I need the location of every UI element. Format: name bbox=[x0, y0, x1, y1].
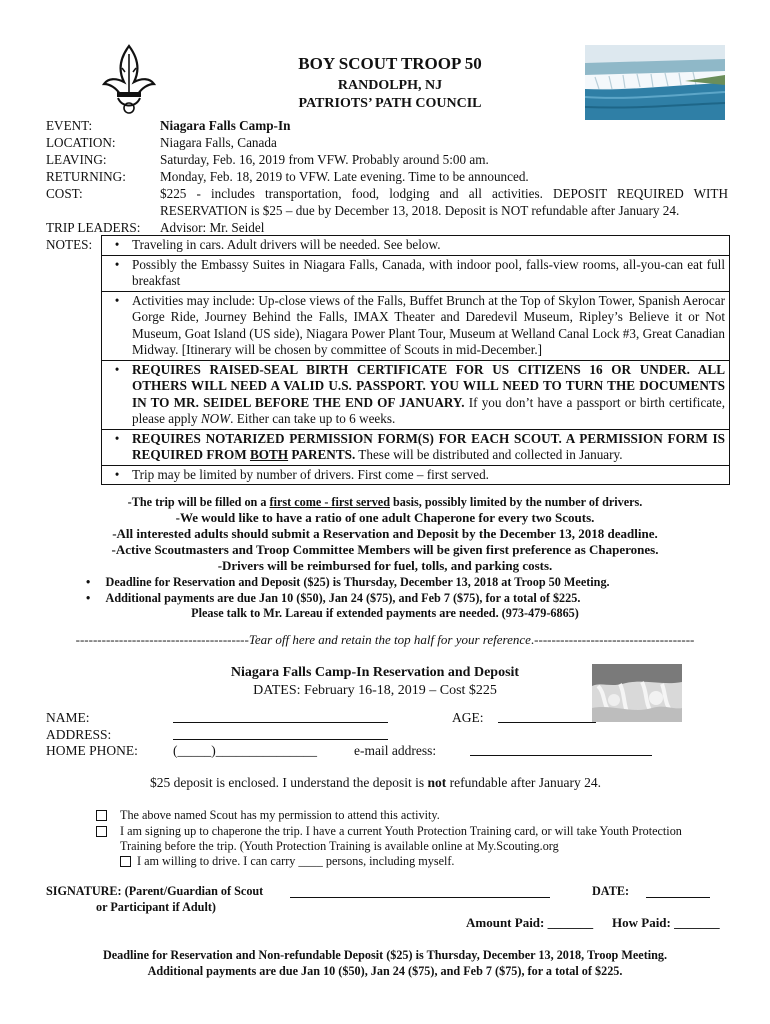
how-paid-label[interactable]: How Paid: _______ bbox=[612, 915, 720, 930]
leaders-label: TRIP LEADERS: bbox=[46, 220, 141, 235]
address-input-line[interactable] bbox=[173, 739, 388, 740]
driver-checkbox[interactable] bbox=[120, 856, 131, 867]
chaperone-text: I am signing up to chaperone the trip. I have a current Youth Protection Training card, or will take Youth Protection Training before the trip. (Youth Protection Training is available online at My.Scouting.org bbox=[120, 824, 682, 853]
returning-row bbox=[46, 168, 728, 185]
home-phone-label: HOME PHONE: bbox=[46, 743, 138, 758]
location-value: Niagara Falls, Canada bbox=[160, 135, 277, 150]
age-input-line[interactable] bbox=[498, 722, 596, 723]
note-text bbox=[132, 362, 725, 428]
note-emphasis: REQUIRES RAISED-SEAL BIRTH CERTIFICATE FOR US CITIZENS 16 OR UNDER. ALL OTHERS WILL NEED A VALID U.S. PASSPORT. YOU WILL NEED TO TURN THE DOCUMENTS IN TO MR. SEIDEL BEFORE THE END OF JANUARY. bbox=[132, 361, 725, 410]
deadline-line bbox=[86, 574, 610, 590]
bullet-icon: • bbox=[114, 466, 120, 482]
payments-text: Additional payments are due Jan 10 ($50), Jan 24 ($75), and Feb 7 ($75), for a total of $225. bbox=[105, 591, 581, 605]
payments-line bbox=[86, 590, 580, 606]
note-text bbox=[132, 431, 725, 464]
driver-check-row bbox=[120, 854, 620, 869]
policy-line: -We would like to have a ratio of one adult Chaperone for every two Scouts. bbox=[175, 510, 595, 525]
policy-text: basis, possibly limited by the number of drivers. bbox=[389, 495, 643, 509]
chaperone-check-row bbox=[96, 824, 716, 854]
date-label: DATE: bbox=[592, 884, 630, 898]
bullet-icon: • bbox=[86, 591, 106, 605]
address-label: ADDRESS: bbox=[46, 727, 112, 742]
frozen-falls-image bbox=[592, 664, 682, 722]
troop-town: RANDOLPH, NJ bbox=[337, 78, 443, 93]
signature-input-line[interactable] bbox=[290, 897, 550, 898]
cost-value: $225 - includes transportation, food, lodging and all activities. DEPOSIT REQUIRED WITH RESERVATION is $25 – due by December 13, 2018. Deposit is NOT refundable after January 24. bbox=[160, 186, 728, 218]
policy-line: -All interested adults should submit a Reservation and Deposit by the December 13, 2018 deadline. bbox=[112, 526, 658, 541]
policy-line bbox=[60, 494, 710, 510]
home-phone-input[interactable]: (_____)_______________ bbox=[173, 743, 317, 758]
deposit-text: refundable after January 24. bbox=[446, 775, 602, 790]
note-emphasis: REQUIRES NOTARIZED PERMISSION FORM(S) FOR EACH SCOUT. A PERMISSION FORM IS REQUIRED FROM bbox=[132, 430, 725, 462]
troop-title: BOY SCOUT TROOP 50 bbox=[298, 54, 482, 73]
amount-paid-label[interactable]: Amount Paid: _______ bbox=[466, 915, 594, 930]
notes-box bbox=[101, 235, 730, 485]
footer-payments: Additional payments are due Jan 10 ($50), Jan 24 ($75), and Feb 7 ($75), for a total of $225. bbox=[147, 964, 623, 978]
troop-council: PATRIOTS’ PATH COUNCIL bbox=[298, 96, 482, 111]
bullet-icon: • bbox=[114, 361, 120, 377]
permission-text: The above named Scout has my permission to attend this activity. bbox=[120, 808, 440, 822]
leaving-row bbox=[46, 151, 728, 168]
note-plain: These will be distributed and collected in January. bbox=[355, 447, 623, 462]
note-text: Activities may include: Up-close views of the Falls, Buffet Brunch at the Top of Skylon Tower, Spanish Aerocar Gorge Ride, Journey Behind the Falls, IMAX Theater and Daredevil Museum, Ripley’s Believe it or Not Museum, Goat Island (US side), Niagara Power Plant Tour, Museum at Welland Canal Lock #3, Great Canadian Midway. [Itinerary will be chosen by committee of Scouts in mid-December.] bbox=[132, 292, 725, 357]
email-input-line[interactable] bbox=[470, 755, 652, 756]
cost-label: COST: bbox=[46, 186, 83, 201]
bullet-icon: • bbox=[114, 430, 120, 446]
bullet-icon: • bbox=[114, 237, 120, 252]
leaving-label: LEAVING: bbox=[46, 152, 107, 167]
form-title: Niagara Falls Camp-In Reservation and Deposit bbox=[230, 665, 520, 680]
note-item bbox=[102, 236, 729, 255]
signature-label-2: or Participant if Adult) bbox=[96, 900, 216, 914]
note-item bbox=[102, 255, 729, 291]
note-item bbox=[102, 291, 729, 360]
chaperone-checkbox[interactable] bbox=[96, 826, 107, 837]
leaders-value: Advisor: Mr. Seidel bbox=[160, 220, 265, 235]
form-dates: DATES: February 16-18, 2019 – Cost $225 bbox=[253, 683, 497, 698]
signature-label: SIGNATURE: (Parent/Guardian of Scout bbox=[46, 884, 264, 898]
note-text: Traveling in cars. Adult drivers will be needed. See below. bbox=[132, 237, 441, 252]
fleur-de-lis-logo bbox=[100, 44, 158, 116]
cost-row bbox=[46, 185, 728, 219]
permission-check-row bbox=[96, 808, 716, 823]
leaving-value: Saturday, Feb. 16, 2019 from VFW. Probably around 5:00 am. bbox=[160, 152, 489, 167]
returning-label: RETURNING: bbox=[46, 169, 126, 184]
name-label: NAME: bbox=[46, 710, 90, 725]
deadline-text: Deadline for Reservation and Deposit ($25) is Thursday, December 13, 2018 at Troop 50 Meeting. bbox=[105, 575, 610, 589]
deposit-not: not bbox=[427, 775, 447, 790]
note-text: Trip may be limited by number of drivers. First come – first served. bbox=[132, 466, 489, 482]
note-both: BOTH bbox=[249, 447, 289, 462]
policy-underlined: first come - first served bbox=[269, 495, 390, 509]
tear-off-line bbox=[40, 632, 730, 648]
note-item bbox=[102, 465, 729, 485]
notes-label: NOTES: bbox=[46, 237, 93, 252]
deposit-statement bbox=[150, 775, 650, 791]
email-label: e-mail address: bbox=[354, 743, 437, 758]
bullet-icon: • bbox=[114, 256, 120, 272]
note-emphasis: PARENTS. bbox=[288, 447, 356, 462]
policy-line: -Active Scoutmasters and Troop Committee Members will be given first preference as Chaperones. bbox=[111, 542, 659, 557]
bullet-icon: • bbox=[86, 575, 106, 589]
leaders-row bbox=[46, 219, 728, 236]
event-value: Niagara Falls Camp-In bbox=[160, 118, 291, 133]
footer-deadline: Deadline for Reservation and Non-refundable Deposit ($25) is Thursday, December 13, 2018, Troop Meeting. bbox=[102, 948, 668, 962]
permission-checkbox[interactable] bbox=[96, 810, 107, 821]
tear-text: Tear off here and retain the top half for your reference bbox=[248, 632, 531, 647]
bullet-icon: • bbox=[114, 292, 120, 308]
policy-line: -Drivers will be reimbursed for fuel, tolls, and parking costs. bbox=[217, 558, 553, 573]
tear-dashes: .------------------------------------- bbox=[530, 632, 695, 647]
age-label: AGE: bbox=[452, 710, 484, 725]
note-now: NOW bbox=[200, 411, 231, 426]
niagara-falls-image bbox=[585, 45, 725, 120]
extended-payments-line: Please talk to Mr. Lareau if extended payments are needed. (973-479-6865) bbox=[191, 606, 579, 620]
returning-value: Monday, Feb. 18, 2019 to VFW. Late evening. Time to be announced. bbox=[160, 169, 529, 184]
driver-text: I am willing to drive. I can carry ____ persons, including myself. bbox=[137, 854, 455, 868]
name-input-line[interactable] bbox=[173, 722, 388, 723]
note-text: Possibly the Embassy Suites in Niagara Falls, Canada, with indoor pool, falls-view rooms, all-you-can eat full breakfast bbox=[132, 256, 725, 288]
event-row bbox=[46, 117, 728, 134]
tear-dashes: ---------------------------------------- bbox=[75, 632, 249, 647]
note-plain: . Either can take up to 6 weeks. bbox=[230, 411, 396, 426]
location-row bbox=[46, 134, 728, 151]
event-label: EVENT: bbox=[46, 118, 93, 133]
policy-text: -The trip will be filled on a bbox=[127, 495, 270, 509]
note-plain: If you don’t have a passport or birth certificate, please apply bbox=[132, 394, 725, 426]
date-input-line[interactable] bbox=[646, 897, 710, 898]
note-item bbox=[102, 429, 729, 465]
location-label: LOCATION: bbox=[46, 135, 116, 150]
deposit-text: $25 deposit is enclosed. I understand the deposit is bbox=[150, 775, 428, 790]
note-item bbox=[102, 360, 729, 429]
event-info bbox=[46, 117, 728, 236]
